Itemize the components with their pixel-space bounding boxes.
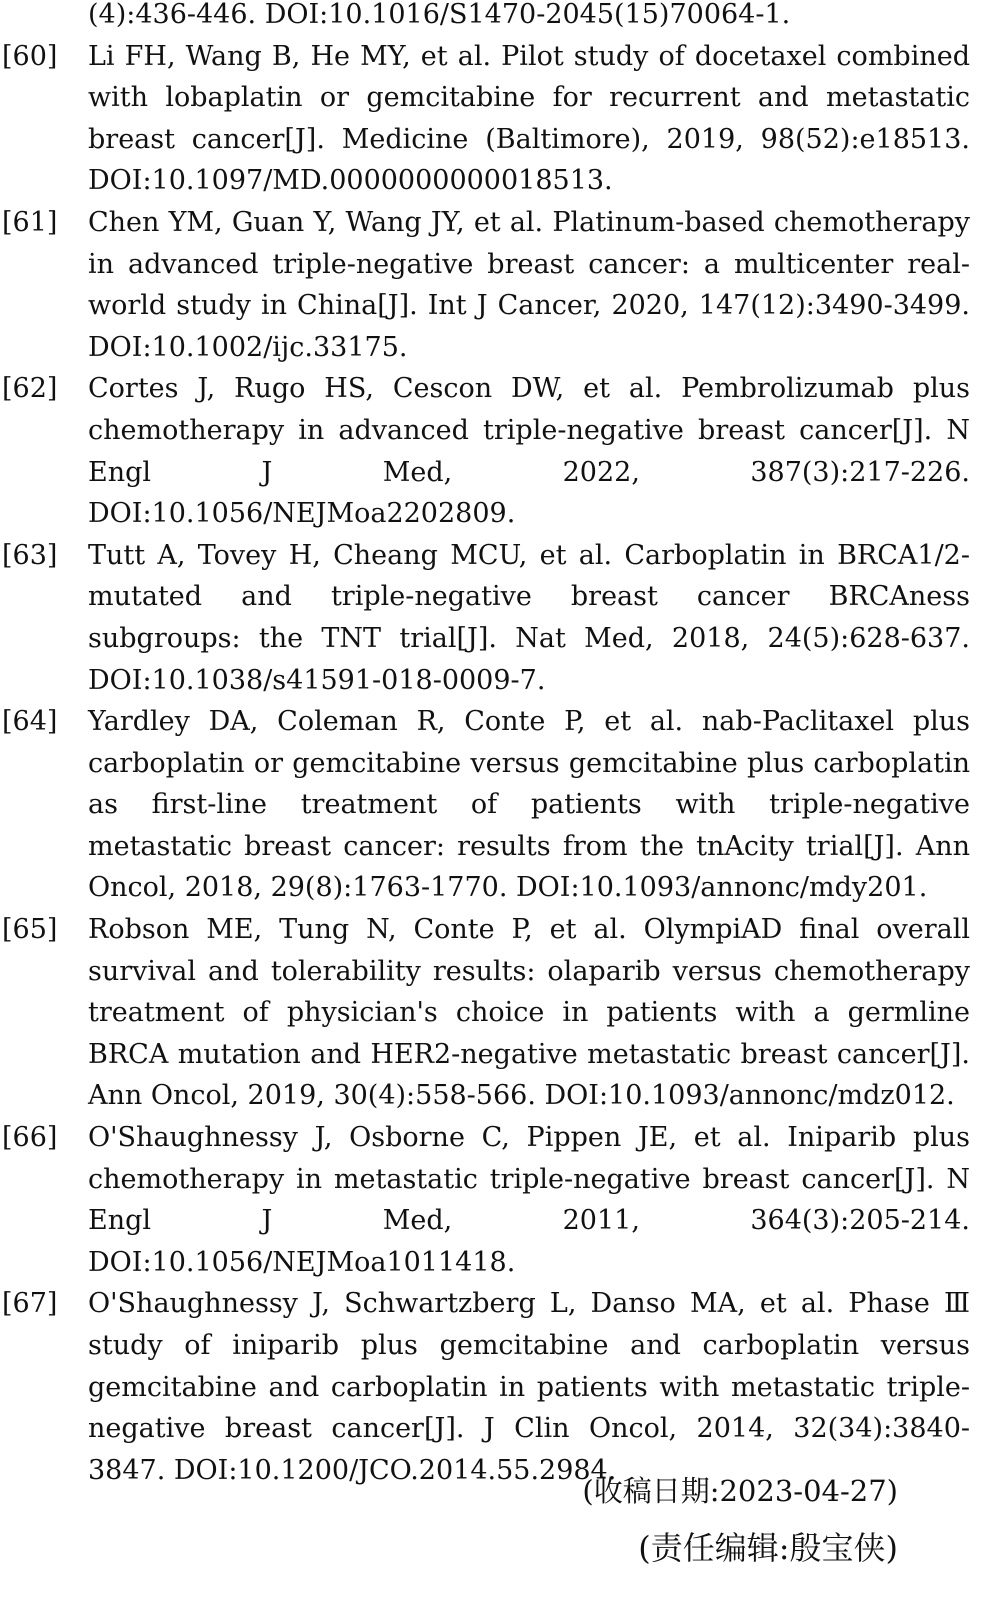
reference-item [0,0,970,36]
reference-item [0,535,970,701]
received-date: (收稿日期:2023-04-27) [582,1474,898,1508]
reference-text: O'Shaughnessy J, Schwartzberg L, Danso MA, et al. Phase Ⅲ study of iniparib plus gemcitabine and carboplatin versus gemcitabine and carboplatin in patients with metastatic triple-negative breast cancer[J]. J Clin Oncol, 2014, 32(34):3840-3847. DOI:10.1200/JCO.2014.55.2984. [88,1288,970,1486]
reference-number: [65] [2,914,58,946]
reference-text: Tutt A, Tovey H, Cheang MCU, et al. Carboplatin in BRCA1/2-mutated and triple-negative breast cancer BRCAness subgroups: the TNT trial[J]. Nat Med, 2018, 24(5):628-637. DOI:10.1038/s41591-018-0009-7. [88,539,970,696]
reference-number: [63] [2,539,58,571]
reference-number: [67] [2,1288,58,1320]
reference-text: Li FH, Wang B, He MY, et al. Pilot study of docetaxel combined with lobaplatin or gemcitabine for recurrent and metastatic breast cancer[J]. Medicine (Baltimore), 2019, 98(52):e18513. DOI:10.1097/MD.0000000000018513. [88,40,970,197]
reference-text: O'Shaughnessy J, Osborne C, Pippen JE, et al. Iniparib plus chemotherapy in metastatic triple-negative breast cancer[J]. N Engl J Med, 2011, 364(3):205-214. DOI:10.1056/NEJMoa1011418. [88,1122,970,1278]
reference-item [0,1117,970,1283]
reference-item [0,701,970,909]
reference-number: [61] [2,206,58,238]
reference-number: [62] [2,373,58,405]
reference-item [0,909,970,1117]
reference-text: Chen YM, Guan Y, Wang JY, et al. Platinum-based chemotherapy in advanced triple-negative breast cancer: a multicenter real-world study in China[J]. Int J Cancer, 2020, 147(12):3490-3499. DOI:10.1002/ijc.33175. [88,206,970,363]
reference-number: [60] [2,40,58,72]
reference-item [0,202,970,368]
reference-text: Cortes J, Rugo HS, Cescon DW, et al. Pembrolizumab plus chemotherapy in advanced triple-negative breast cancer[J]. N Engl J Med, 2022, 387(3):217-226. DOI:10.1056/NEJMoa2202809. [88,373,970,530]
reference-item [0,1283,970,1491]
reference-item [0,36,970,202]
reference-text: Robson ME, Tung N, Conte P, et al. OlympiAD final overall survival and tolerability results: olaparib versus chemotherapy treatment of physician's choice in patients with a germline BRCA mutation and HER2-negative metastatic breast cancer[J]. Ann Oncol, 2019, 30(4):558-566. DOI:10.1093/annonc/mdz012. [88,914,970,1112]
responsible-editor: (责任编辑:殷宝侠) [638,1529,898,1567]
reference-number: [64] [2,706,58,738]
reference-text: Yardley DA, Coleman R, Conte P, et al. nab-Paclitaxel plus carboplatin or gemcitabine versus gemcitabine plus carboplatin as first-line treatment of patients with triple-negative metastatic breast cancer: results from the tnAcity trial[J]. Ann Oncol, 2018, 29(8):1763-1770. DOI:10.1093/annonc/mdy201. [88,706,970,904]
reference-text: (4):436-446. DOI:10.1016/S1470-2045(15)70064-1. [88,0,791,30]
reference-item [0,368,970,534]
reference-number: [66] [2,1122,58,1154]
